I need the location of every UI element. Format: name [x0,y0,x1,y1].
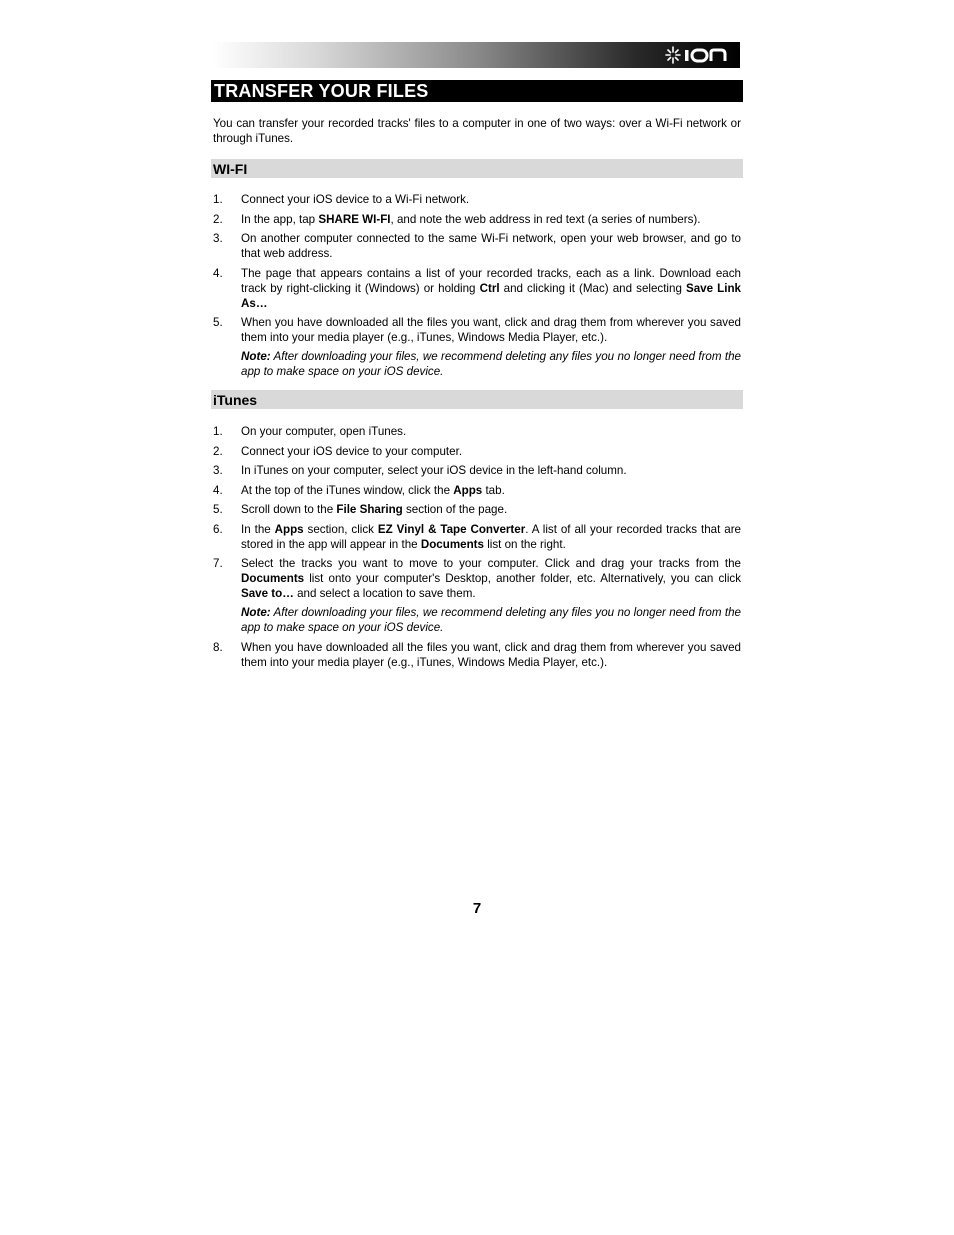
header-bar [212,42,740,68]
list-item: 6. In the Apps section, click EZ Vinyl & Tape Converter. A list of all your recorded tracks that are stored in the app will appear in the Documents list on the right. [213,522,741,551]
page-title-bar [211,80,743,102]
list-item: 3. On another computer connected to the same Wi-Fi network, open your web browser, and go to that web address. [213,232,741,260]
page-number: 7 [472,900,482,917]
section-heading-wifi [211,159,743,178]
section-heading-itunes [211,390,743,409]
list-item: 2. In the app, tap SHARE WI-FI, and note the web address in red text (a series of numbers). [213,212,701,226]
list-item: 5. Scroll down to the File Sharing section of the page. [213,503,508,516]
ion-logo-icon [664,45,734,65]
note: Note: After downloading your files, we recommend deleting any files you no longer need from the app to make space on your iOS device. [241,606,741,634]
list-item: 2. Connect your iOS device to your computer. [213,444,463,458]
page-title: TRANSFER YOUR FILES [214,81,429,101]
itunes-steps-list [213,424,741,674]
list-item: 7. Select the tracks you want to move to your computer. Click and drag your tracks from the Documents list onto your computer's Desktop, another folder, etc. Alternatively, you can click Save to… and select a location to save them. Note: After downloading your files, we recommend deleting any files you no longer need from the app to make space on your iOS device. [213,557,741,634]
note: Note: After downloading your files, we recommend deleting any files you no longer need from the app to make space on your iOS device. [241,350,741,378]
list-item: 4. The page that appears contains a list of your recorded tracks, each as a link. Download each track by right-clicking it (Windows) or holding Ctrl and clicking it (Mac) and selecting Save Link As… [213,266,741,310]
section-heading-text: WI-FI [213,161,248,177]
section-heading-text: iTunes [213,392,258,408]
wifi-steps-list [213,192,741,384]
intro-paragraph: You can transfer your recorded tracks' files to a computer in one of two ways: over a Wi-Fi network or through iTunes. [213,117,741,145]
list-item: 8. When you have downloaded all the files you want, click and drag them from wherever you saved them into your media player (e.g., iTunes, Windows Media Player, etc.). [213,640,741,669]
list-item: 1. Connect your iOS device to a Wi-Fi network. [213,193,470,206]
list-item: 4. At the top of the iTunes window, click the Apps tab. [213,483,505,497]
list-item: 1. On your computer, open iTunes. [213,425,407,438]
list-item: 3. In iTunes on your computer, select your iOS device in the left-hand column. [213,464,627,477]
list-item: 5. When you have downloaded all the files you want, click and drag them from wherever you saved them into your media player (e.g., iTunes, Windows Media Player, etc.). Note: After downloading your files, we recommend deleting any files you no longer need from the app to make space on your iOS device. [213,316,741,378]
